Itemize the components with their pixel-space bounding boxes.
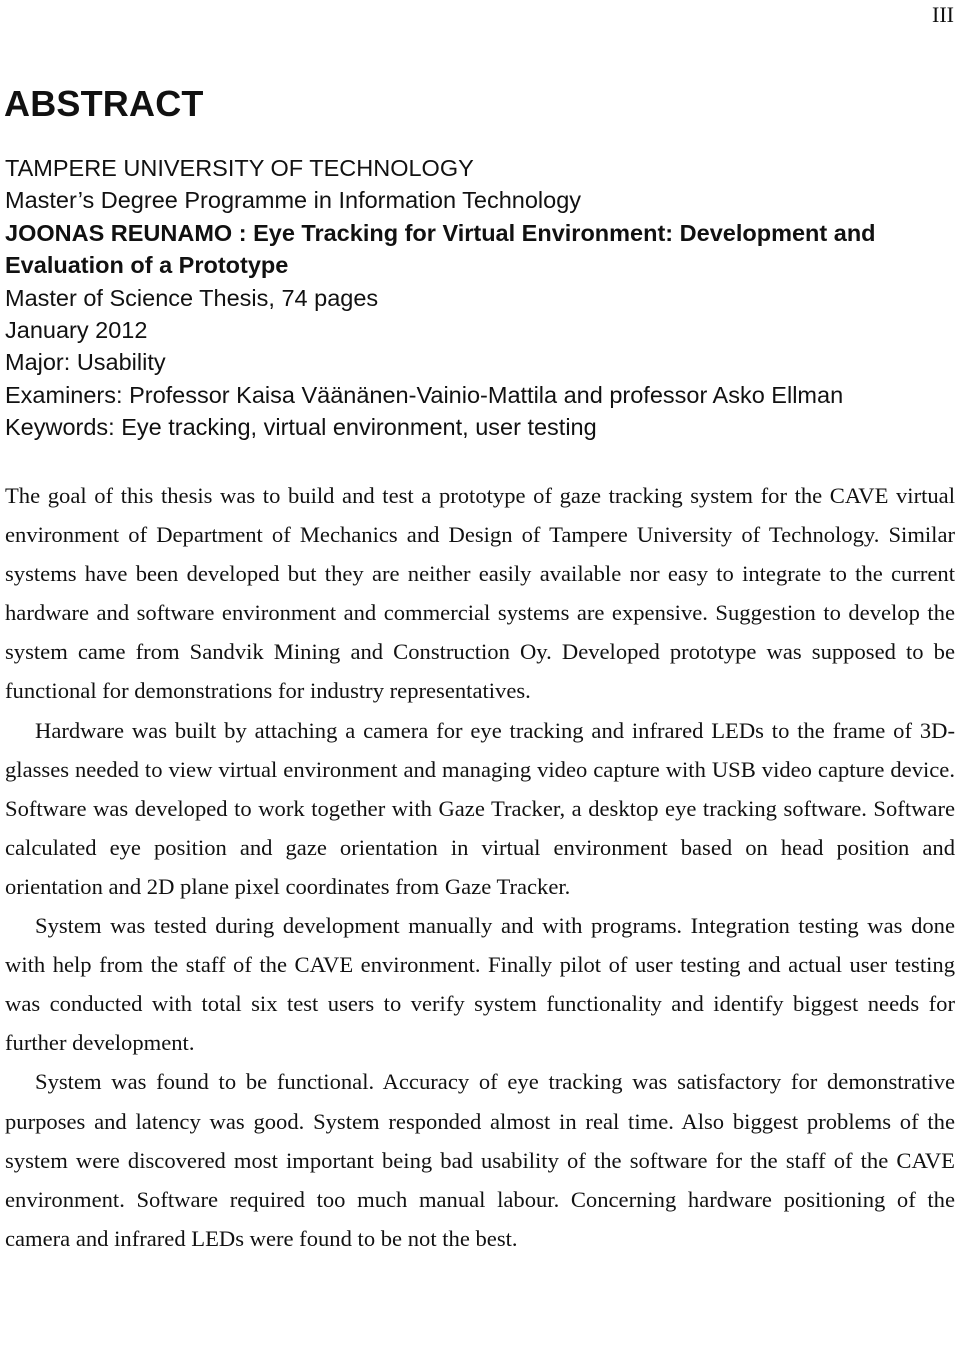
thesis-keywords: Keywords: Eye tracking, virtual environment, user testing [5,414,597,441]
abstract-paragraph: The goal of this thesis was to build and test a prototype of gaze tracking system for the CAVE virtual environment of Department of Mechanics and Design of Tampere University of Technology. Similar systems have been developed but they are neither easily available nor easy to integrate to the current hardware and software environment and commercial systems are expensive. Suggestion to develop the system came from Sandvik Mining and Construction Oy. Developed prototype was supposed to be functional for demonstrations for industry representatives. [5,483,955,704]
thesis-info: Master of Science Thesis, 74 pages [5,284,379,311]
thesis-examiners: Examiners: Professor Kaisa Väänänen-Vainio-Mattila and professor Asko Ellman [5,381,844,408]
thesis-major: Major: Usability [5,349,166,376]
abstract-heading: ABSTRACT [4,83,204,124]
author-and-title: JOONAS REUNAMO : Eye Tracking for Virtual Environment: Development and Evaluation of a Prototype [5,219,876,279]
thesis-metadata [5,152,957,444]
abstract-paragraph: Hardware was built by attaching a camera for eye tracking and infrared LEDs to the frame of 3D-glasses needed to view virtual environment and managing video capture with USB video capture device. Software was developed to work together with Gaze Tracker, a desktop eye tracking software. Software calculated eye position and gaze orientation in virtual environment based on head position and orientation and 2D plane pixel coordinates from Gaze Tracker. [5,717,955,899]
abstract-paragraph: System was found to be functional. Accuracy of eye tracking was satisfactory for demonstrative purposes and latency was good. System responded almost in real time. Also biggest problems of the system were discovered most important being bad usability of the software for the staff of the CAVE environment. Software required too much manual labour. Concerning hardware positioning of the camera and infrared LEDs were found to be not the best. [5,1069,955,1251]
abstract-paragraph: System was tested during development manually and with programs. Integration testing was done with help from the staff of the CAVE environment. Finally pilot of user testing and actual user testing was conducted with total six test users to verify system functionality and identify biggest needs for further development. [5,913,955,1056]
degree-programme: Master’s Degree Programme in Information Technology [5,187,582,214]
abstract-body [5,476,955,1258]
university-name: TAMPERE UNIVERSITY OF TECHNOLOGY [5,155,474,181]
page-number: III [932,2,954,27]
thesis-date: January 2012 [5,317,148,344]
